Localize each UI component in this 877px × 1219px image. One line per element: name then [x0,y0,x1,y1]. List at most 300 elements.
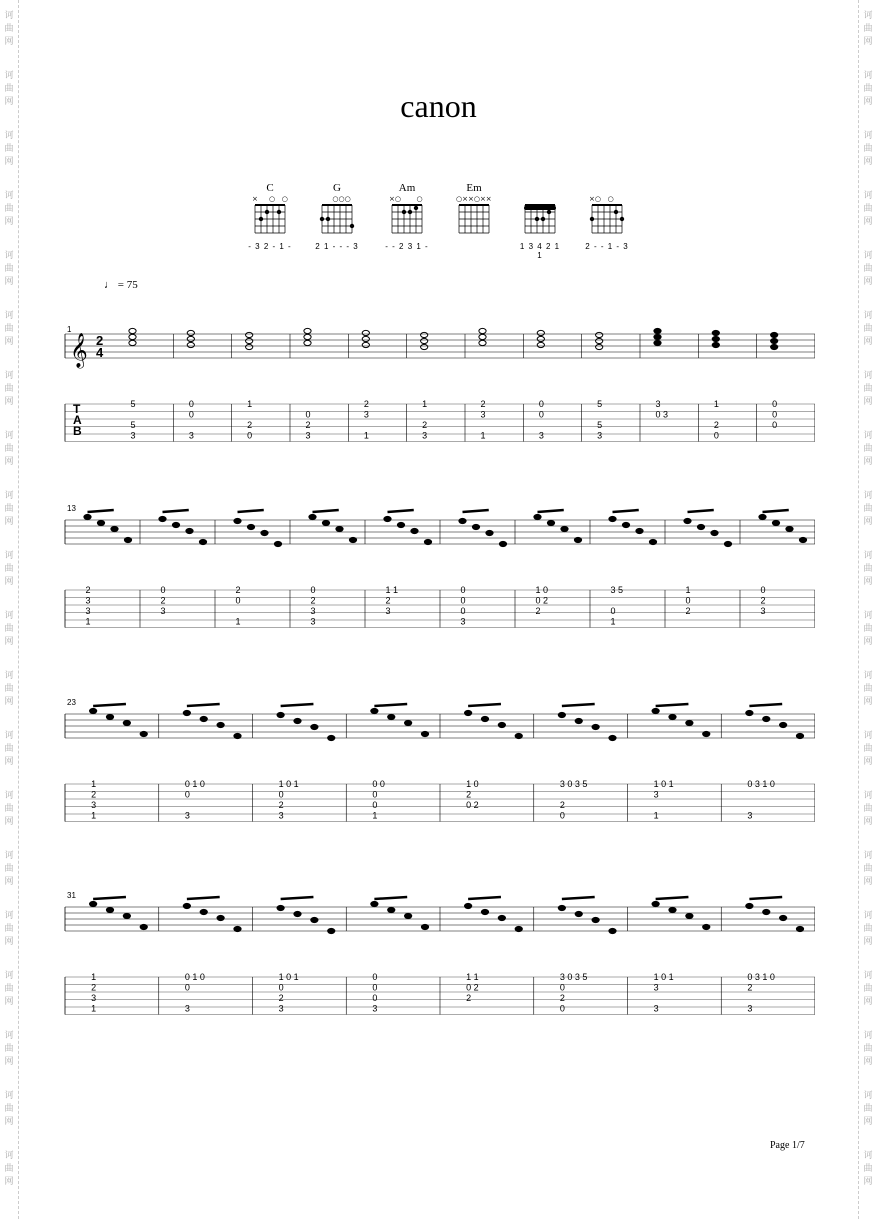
note-head [84,514,91,519]
note-head [609,928,616,933]
tab-fret-number: 3 [422,430,428,441]
note-head [763,716,770,721]
note-head [304,340,311,345]
fretboard-grid [452,203,496,235]
note-head [388,714,395,719]
tab-fret-number: 3 [747,1003,753,1014]
chord-name [585,182,629,195]
note-head [771,332,778,337]
note-head [421,344,428,349]
tab-fret-number: 0 [610,606,616,616]
tab-fret-number: 1 [422,399,428,409]
finger-dot [414,206,418,210]
watermark-text: 诃 曲 网 [863,731,873,767]
note-head [712,342,719,347]
note-head [424,539,431,544]
note-head [486,530,493,535]
note-head [636,528,643,533]
finger-dot [535,217,539,221]
tab-fret-number: 0 [559,1003,565,1014]
tab-fret-number: 3 [747,810,753,821]
tab-fret-number: 0 [538,399,544,409]
watermark-text: 诃 曲 网 [4,131,14,167]
watermark-text: 诃 曲 网 [4,671,14,707]
watermark-text: 诃 曲 网 [4,371,14,407]
finger-dot [408,210,412,214]
watermark-text: 诃 曲 网 [863,851,873,887]
tab-fret-number: 0 [559,982,565,993]
time-signature-bottom: 4 [96,345,104,360]
watermark-text: 诃 曲 网 [863,191,873,227]
chord-diagram [248,182,292,251]
note-head [187,342,194,347]
fretboard-grid [385,203,429,235]
note-head [261,530,268,535]
tab-fret-number: 3 [184,1003,190,1014]
watermark-text: 诃 曲 网 [4,431,14,467]
tab-fret-number: 2 [85,585,91,595]
tempo-value: = 75 [117,279,138,291]
beam [281,897,314,899]
note-head [596,332,603,337]
finger-dot [259,217,263,221]
tab-fret-number: 5 [597,399,603,409]
open-muted-strings [518,195,562,203]
tab-fret-number: 3 [310,616,316,627]
tab-fret-number: 3 [372,1003,378,1014]
open-muted-strings: ○××○×× [456,195,492,203]
tab-fret-number: 2 [305,420,311,430]
note-head [311,917,318,922]
note-head [771,338,778,343]
measure-number: 23 [67,698,76,707]
watermark-text: 诃 曲 网 [4,971,14,1007]
tab-fret-number: 1 [685,585,691,595]
note-head [294,718,301,723]
note-head [465,903,472,908]
beam [281,704,314,706]
note-head [686,913,693,918]
note-head [703,731,710,736]
note-head [200,909,207,914]
note-head [759,514,766,519]
note-head [479,334,486,339]
note-head [124,537,131,542]
finger-dot [326,217,330,221]
note-head [311,724,318,729]
beam [688,510,714,512]
note-head [140,731,147,736]
tab-fret-number: 1 0 [535,585,549,595]
tab-fret-number: 1 0 1 [278,779,299,789]
watermark-text: 诃 曲 网 [863,491,873,527]
note-head [362,330,369,335]
note-head [388,907,395,912]
note-head [649,539,656,544]
tab-fret-number: 0 [760,585,766,595]
note-head [684,518,691,523]
tab-fret-number: 0 [772,399,778,409]
beam [538,510,564,512]
note-head [187,330,194,335]
note-head [234,926,241,931]
watermark-text: 诃 曲 网 [863,71,873,107]
note-head [697,524,704,529]
note-head [561,526,568,531]
beam [388,510,414,512]
watermark-text: 诃 曲 网 [4,551,14,587]
watermark-text: 诃 曲 网 [4,911,14,947]
tab-fret-number: 1 [91,972,97,982]
open-muted-strings: × ○ ○ [252,195,288,203]
barre-icon [524,206,556,210]
beam [763,510,789,512]
beam [562,704,595,706]
staff-and-tab [60,895,815,1035]
note-head [481,909,488,914]
tab-fret-number: 2 [247,420,253,430]
chord-fingering: 1 3 4 2 1 1 [519,242,561,260]
chord-diagram [385,182,429,251]
tab-fret-number: 0 [188,399,194,409]
tab-clef-letter: B [73,424,82,438]
note-head [309,514,316,519]
beam [468,704,501,706]
chord-diagram [585,182,629,251]
open-muted-strings: ○○○ [319,195,351,203]
tab-fret-number: 3 [480,409,486,420]
note-head [786,526,793,531]
tab-fret-number: 1 0 1 [653,779,674,789]
note-head [277,712,284,717]
left-watermark-strip [0,0,19,1219]
note-head [534,514,541,519]
watermark-text: 诃 曲 网 [4,731,14,767]
note-head [328,735,335,740]
beam [562,897,595,899]
tab-fret-number: 3 [91,993,97,1003]
watermark-text: 诃 曲 网 [4,491,14,527]
note-head [711,530,718,535]
chord-fingering: 2 - - 1 - 3 [585,242,629,251]
beam [613,510,639,512]
watermark-text: 诃 曲 网 [863,311,873,347]
tab-fret-number: 3 [655,399,661,409]
note-head [622,522,629,527]
tab-fret-number: 3 [160,606,166,616]
finger-dot [277,210,281,214]
tab-fret-number: 1 [91,810,97,821]
tab-fret-number: 2 [685,606,691,616]
tab-fret-number: 1 0 1 [653,972,674,982]
note-head [349,537,356,542]
note-head [558,712,565,717]
tab-fret-number: 1 [85,616,91,627]
tab-fret-number: 0 [372,789,378,800]
note-head [246,338,253,343]
finger-dot [620,217,624,221]
note-head [499,541,506,546]
note-head [712,336,719,341]
beam [749,897,782,899]
score-system [60,698,815,842]
note-head [465,710,472,715]
beam [374,704,407,706]
note-head [703,924,710,929]
beam [93,897,126,899]
tab-fret-number: 0 [235,595,241,606]
tab-fret-number: 3 [653,789,659,800]
note-head [746,903,753,908]
note-head [246,344,253,349]
note-head [97,520,104,525]
watermark-text: 诃 曲 网 [863,551,873,587]
tab-fret-number: 2 [559,993,565,1003]
tab-fret-number: 0 [278,982,284,993]
watermark-text: 诃 曲 网 [4,1151,14,1187]
finger-dot [547,210,551,214]
note-head [421,332,428,337]
tab-fret-number: 3 [760,606,766,616]
note-head [712,330,719,335]
tab-fret-number: 5 [130,399,136,409]
note-head [575,911,582,916]
chord-fingering: - - 2 3 1 - [385,242,429,251]
note-head [558,905,565,910]
tab-fret-number: 1 [363,430,369,441]
note-head [592,917,599,922]
chord-name: G [333,182,341,194]
tab-fret-number: 2 [363,399,369,409]
tab-fret-number: 0 [372,982,378,993]
tab-fret-number: 0 [310,585,316,595]
note-head [537,336,544,341]
tab-fret-number: 2 [466,789,472,800]
tab-fret-number: 5 [597,420,603,430]
note-head [537,330,544,335]
note-head [574,537,581,542]
chord-name: Em [466,182,482,194]
note-head [304,334,311,339]
tab-fret-number: 0 [460,595,466,606]
note-head [669,907,676,912]
beam [656,704,689,706]
time-signature-top: 2 [96,333,104,348]
tab-fret-number: 0 1 0 [184,972,205,982]
note-head [123,913,130,918]
measure-number: 31 [67,891,76,900]
tab-fret-number: 2 [422,420,428,430]
note-head [247,524,254,529]
note-head [304,328,311,333]
tab-fret-number: 0 [305,409,311,420]
tab-fret-number: 1 0 [466,779,479,789]
watermark-text: 诃 曲 网 [863,11,873,47]
note-head [498,722,505,727]
watermark-text: 诃 曲 网 [863,1151,873,1187]
treble-clef-icon: 𝄞 [70,334,88,367]
finger-dot [265,210,269,214]
beam [463,510,489,512]
tab-fret-number: 2 [466,993,472,1003]
watermark-text: 诃 曲 网 [4,251,14,287]
fretboard-grid [585,203,629,235]
tab-fret-number: 2 [235,585,241,595]
note-head [780,722,787,727]
staff-and-tab [60,702,815,842]
beam [187,897,220,899]
note-head [90,708,97,713]
tab-fret-number: 3 [130,430,136,441]
tab-fret-number: 3 [597,430,603,441]
note-head [217,722,224,727]
tab-fret-number: 0 [372,993,378,1003]
note-head [515,733,522,738]
watermark-text: 诃 曲 网 [4,1091,14,1127]
note-head [479,340,486,345]
finger-dot [402,210,406,214]
watermark-text: 诃 曲 网 [4,791,14,827]
tab-fret-number: 1 [480,430,486,441]
note-head [362,342,369,347]
note-head [596,344,603,349]
tab-fret-number: 3 [363,409,369,420]
note-head [724,541,731,546]
chord-fingering: - 3 2 - 1 - [248,242,292,251]
finger-dot [614,210,618,214]
watermark-text: 诃 曲 网 [4,11,14,47]
note-head [200,716,207,721]
tab-fret-number: 3 [310,606,316,616]
note-head [172,522,179,527]
chord-name: Am [398,182,416,194]
note-head [772,520,779,525]
tab-fret-number: 2 [91,982,97,993]
note-head [515,926,522,931]
tab-fret-number: 1 [91,779,97,789]
note-head [654,334,661,339]
tab-fret-number: 3 [653,982,659,993]
note-head [140,924,147,929]
watermark-text: 诃 曲 网 [863,671,873,707]
fretboard-grid [315,203,359,235]
note-head [498,915,505,920]
watermark-text: 诃 曲 网 [863,431,873,467]
note-head [654,340,661,345]
note-head [405,720,412,725]
watermark-text: 诃 曲 网 [863,371,873,407]
tab-fret-number: 3 5 [610,585,624,595]
tab-fret-number: 0 2 [466,800,479,810]
finger-dot [350,224,354,228]
note-head [481,716,488,721]
tab-fret-number: 0 [160,585,166,595]
tab-fret-number: 3 [460,616,466,627]
watermark-text: 诃 曲 网 [4,191,14,227]
tab-fret-number: 2 [535,606,541,616]
tab-fret-number: 0 [372,800,378,810]
watermark-text: 诃 曲 网 [4,71,14,107]
tab-fret-number: 0 [184,982,190,993]
open-muted-strings: ×○ ○ [589,195,614,203]
staff-and-tab [60,508,815,648]
tab-fret-number: 1 [372,810,378,821]
watermark-text: 诃 曲 网 [863,1091,873,1127]
measure-number: 1 [67,325,72,334]
finger-dot [320,217,324,221]
tab-fret-number: 3 [85,595,91,606]
note-head [654,328,661,333]
right-watermark-strip [858,0,877,1219]
fretboard-grid [248,203,292,235]
tab-fret-number: 3 [188,430,194,441]
note-head [106,714,113,719]
note-head [652,708,659,713]
tab-fret-number: 0 3 1 0 [747,779,775,789]
tab-fret-number: 0 [278,789,284,800]
note-head [371,708,378,713]
note-head [328,928,335,933]
note-head [459,518,466,523]
tab-fret-number: 0 [460,585,466,595]
tab-fret-number: 0 [713,430,719,441]
tab-fret-number: 2 [91,789,97,800]
tab-fret-number: 2 [713,420,719,430]
note-head [234,733,241,738]
note-head [575,718,582,723]
tab-fret-number: 3 [305,430,311,441]
tab-fret-number: 3 [91,800,97,810]
note-head [686,720,693,725]
watermark-text: 诃 曲 网 [4,611,14,647]
note-head [183,710,190,715]
tab-fret-number: 2 [278,800,284,810]
note-head [129,328,136,333]
note-head [592,724,599,729]
chord-name: C [266,182,274,194]
tab-fret-number: 1 [653,810,659,821]
tab-fret-number: 2 [310,595,316,606]
tab-fret-number: 0 2 [535,595,549,606]
chord-diagram [452,182,496,242]
tab-fret-number: 0 [247,430,253,441]
tab-clef-letter: A [73,413,82,427]
tab-fret-number: 2 [385,595,391,606]
chord-fingering: 2 1 - - - 3 [315,242,359,251]
beam [374,897,407,899]
tab-fret-number: 5 [130,420,136,430]
tab-fret-number: 1 1 [466,972,479,982]
note-head [371,901,378,906]
watermark-text: 诃 曲 网 [863,971,873,1007]
note-head [277,905,284,910]
watermark-text: 诃 曲 网 [4,1031,14,1067]
note-head [421,731,428,736]
tab-fret-number: 3 [538,430,544,441]
note-head [362,336,369,341]
note-head [609,516,616,521]
note-head [322,520,329,525]
note-head [246,332,253,337]
beam [468,897,501,899]
note-head [186,528,193,533]
score-title: canon [400,88,477,124]
note-head [397,522,404,527]
note-head [187,336,194,341]
tab-clef-letter: T [73,402,81,416]
note-head [129,340,136,345]
page-number: Page 1/7 [770,1140,805,1151]
